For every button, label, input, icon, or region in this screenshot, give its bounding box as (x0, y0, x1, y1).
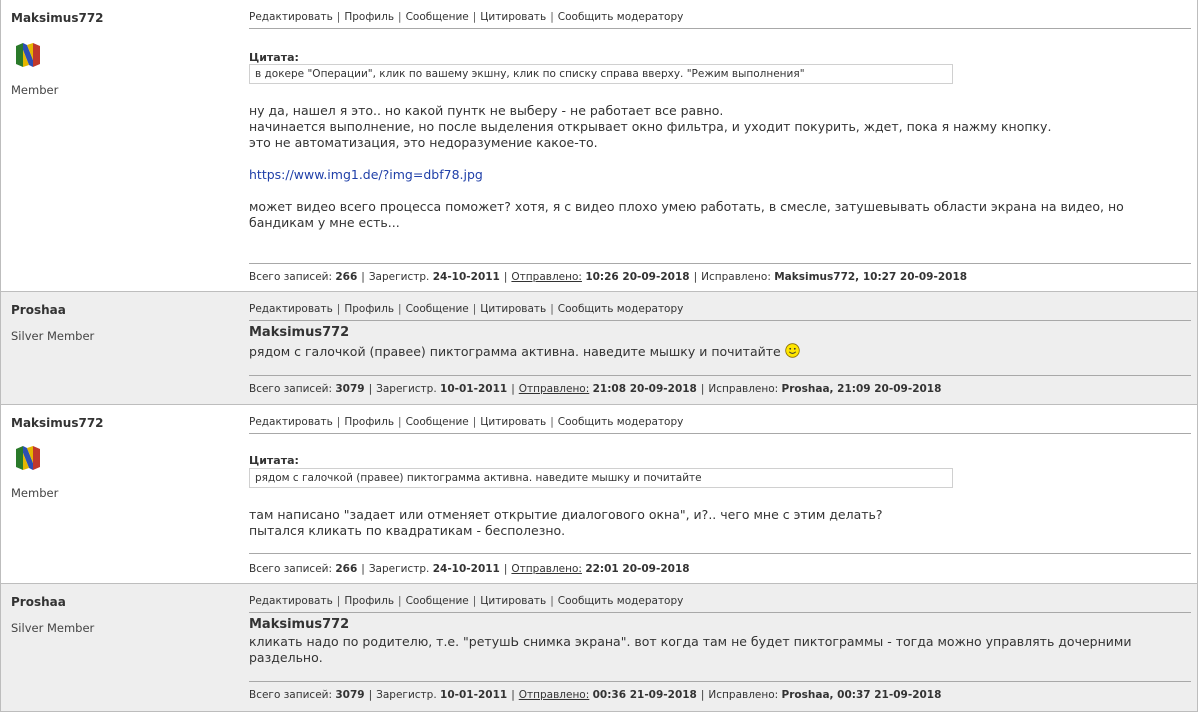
post-body (249, 103, 1191, 231)
post-body (249, 343, 1191, 360)
post-footer: Всего записей: 3079 | Зарегистр. 10-01-2011 | Отправлено: 21:08 20-09-2018 | Исправлено: Proshaa, 21:09 20-09-2018 (249, 383, 942, 395)
message-link[interactable]: Сообщение (405, 595, 469, 607)
report-link[interactable]: Сообщить модератору (557, 595, 684, 607)
sent-time: 10:26 20-09-2018 (585, 271, 690, 283)
edit-link[interactable]: Редактировать (249, 595, 333, 607)
post-line: кликать надо по родителю, т.е. "ретушЬ снимка экрана". вот когда там не будет пиктограммы - тогда можно управлять дочерними (249, 634, 1132, 649)
registered-label: Зарегистр. (376, 383, 437, 395)
post-line: бандикам у мне есть... (249, 215, 400, 230)
smiley-icon (785, 343, 800, 358)
user-rank: Member (11, 486, 59, 500)
post-line: пытался кликать по квадратикам - бесполезно. (249, 523, 566, 538)
edited-label: Исправлено: (708, 689, 779, 701)
post-actions: Редактировать | Профиль | Сообщение | Цитировать | Сообщить модератору (249, 595, 684, 607)
sent-link[interactable]: Отправлено: (518, 689, 590, 701)
total-posts-label: Всего записей: (249, 271, 333, 283)
quote-link[interactable]: Цитировать (480, 595, 547, 607)
post-author[interactable]: Proshaa (11, 303, 66, 317)
quote-link[interactable]: Цитировать (480, 11, 547, 23)
forum-post (0, 405, 1198, 584)
divider (249, 612, 1191, 613)
post-content (249, 405, 1191, 583)
registered-label: Зарегистр. (368, 271, 430, 283)
posts-count: 266 (335, 271, 358, 283)
edit-link[interactable]: Редактировать (249, 11, 333, 23)
divider (249, 28, 1191, 29)
sent-link[interactable]: Отправлено: (511, 563, 582, 575)
edited-by: Proshaa, 00:37 21-09-2018 (781, 689, 942, 701)
user-rank: Silver Member (11, 621, 95, 635)
message-link[interactable]: Сообщение (405, 303, 469, 315)
divider (249, 433, 1191, 434)
quoted-author: Maksimus772 (249, 617, 350, 632)
quoted-author: Maksimus772 (249, 325, 350, 340)
n64-logo-icon (13, 443, 43, 473)
edited-by: Maksimus772, 10:27 20-09-2018 (774, 271, 968, 283)
total-posts-label: Всего записей: (249, 689, 333, 701)
post-line: там написано "задает или отменяет открытие диалогового окна", и?.. чего мне с этим делать? (249, 507, 883, 522)
post-line: может видео всего процесса поможет? хотя, я с видео плохо умею работать, в смесле, затушевывать области экрана на видео, но (249, 199, 1124, 214)
report-link[interactable]: Сообщить модератору (557, 11, 684, 23)
posts-count: 3079 (335, 383, 365, 395)
divider (249, 263, 1191, 264)
image-link[interactable]: https://www.img1.de/?img=dbf78.jpg (249, 167, 483, 182)
registered-label: Зарегистр. (376, 689, 437, 701)
reg-date: 24-10-2011 (432, 563, 500, 575)
edit-link[interactable]: Редактировать (249, 303, 333, 315)
quote-box: рядом с галочкой (правее) пиктограмма активна. наведите мышку и почитайте (249, 468, 953, 488)
post-content (249, 0, 1191, 291)
sent-time: 00:36 21-09-2018 (592, 689, 697, 701)
user-rank: Member (11, 83, 59, 97)
divider (249, 375, 1191, 376)
sent-time: 22:01 20-09-2018 (585, 563, 690, 575)
profile-link[interactable]: Профиль (344, 595, 395, 607)
post-line: рядом с галочкой (правее) пиктограмма активна. наведите мышку и почитайте (249, 344, 781, 359)
profile-link[interactable]: Профиль (344, 11, 395, 23)
post-footer: Всего записей: 266 | Зарегистр. 24-10-2011 | Отправлено: 22:01 20-09-2018 (249, 563, 690, 575)
post-footer: Всего записей: 3079 | Зарегистр. 10-01-2011 | Отправлено: 00:36 21-09-2018 | Исправлено: Proshaa, 00:37 21-09-2018 (249, 689, 942, 701)
sent-time: 21:08 20-09-2018 (592, 383, 697, 395)
post-line: начинается выполнение, но после выделения открывает окно фильтра, и уходит покурить, ждет, пока я нажму кнопку. (249, 119, 1052, 134)
forum-post (0, 292, 1198, 405)
edited-label: Исправлено: (701, 271, 771, 283)
user-rank: Silver Member (11, 329, 95, 343)
reg-date: 10-01-2011 (440, 383, 508, 395)
post-line: это не автоматизация, это недоразумение какое-то. (249, 135, 598, 150)
post-actions: Редактировать | Профиль | Сообщение | Цитировать | Сообщить модератору (249, 303, 684, 315)
post-actions: Редактировать | Профиль | Сообщение | Цитировать | Сообщить модератору (249, 416, 684, 428)
post-line: раздельно. (249, 650, 323, 665)
quote-box: в докере "Операции", клик по вашему экшну, клик по списку справа вверху. "Режим выполнения" (249, 64, 953, 84)
quote-label: Цитата: (249, 51, 299, 64)
forum-post (0, 0, 1198, 292)
post-author[interactable]: Maksimus772 (11, 416, 104, 430)
post-line: ну да, нашел я это.. но какой пунтк не выберу - не работает все равно. (249, 103, 724, 118)
divider (249, 681, 1191, 682)
forum-post (0, 584, 1198, 712)
reg-date: 10-01-2011 (440, 689, 508, 701)
post-actions: Редактировать | Профиль | Сообщение | Цитировать | Сообщить модератору (249, 11, 684, 23)
edit-link[interactable]: Редактировать (249, 416, 333, 428)
total-posts-label: Всего записей: (249, 383, 333, 395)
divider (249, 320, 1191, 321)
post-footer: Всего записей: 266 | Зарегистр. 24-10-2011 | Отправлено: 10:26 20-09-2018 | Исправлено: Maksimus772, 10:27 20-09-2018 (249, 271, 968, 283)
message-link[interactable]: Сообщение (405, 416, 469, 428)
quote-link[interactable]: Цитировать (480, 416, 547, 428)
post-content (249, 584, 1191, 711)
sent-link[interactable]: Отправлено: (511, 271, 582, 283)
post-author[interactable]: Maksimus772 (11, 11, 104, 25)
reg-date: 24-10-2011 (432, 271, 500, 283)
profile-link[interactable]: Профиль (344, 416, 395, 428)
posts-count: 266 (335, 563, 358, 575)
post-body (249, 634, 1191, 666)
post-author[interactable]: Proshaa (11, 595, 66, 609)
edited-label: Исправлено: (708, 383, 779, 395)
report-link[interactable]: Сообщить модератору (557, 416, 684, 428)
message-link[interactable]: Сообщение (405, 11, 469, 23)
divider (249, 553, 1191, 554)
edited-by: Proshaa, 21:09 20-09-2018 (781, 383, 942, 395)
posts-count: 3079 (335, 689, 365, 701)
post-body (249, 507, 1191, 539)
report-link[interactable]: Сообщить модератору (557, 303, 684, 315)
total-posts-label: Всего записей: (249, 563, 333, 575)
sent-link[interactable]: Отправлено: (518, 383, 590, 395)
quote-link[interactable]: Цитировать (480, 303, 547, 315)
quote-label: Цитата: (249, 454, 299, 467)
profile-link[interactable]: Профиль (344, 303, 395, 315)
n64-logo-icon (13, 40, 43, 70)
registered-label: Зарегистр. (368, 563, 430, 575)
post-content (249, 292, 1191, 404)
